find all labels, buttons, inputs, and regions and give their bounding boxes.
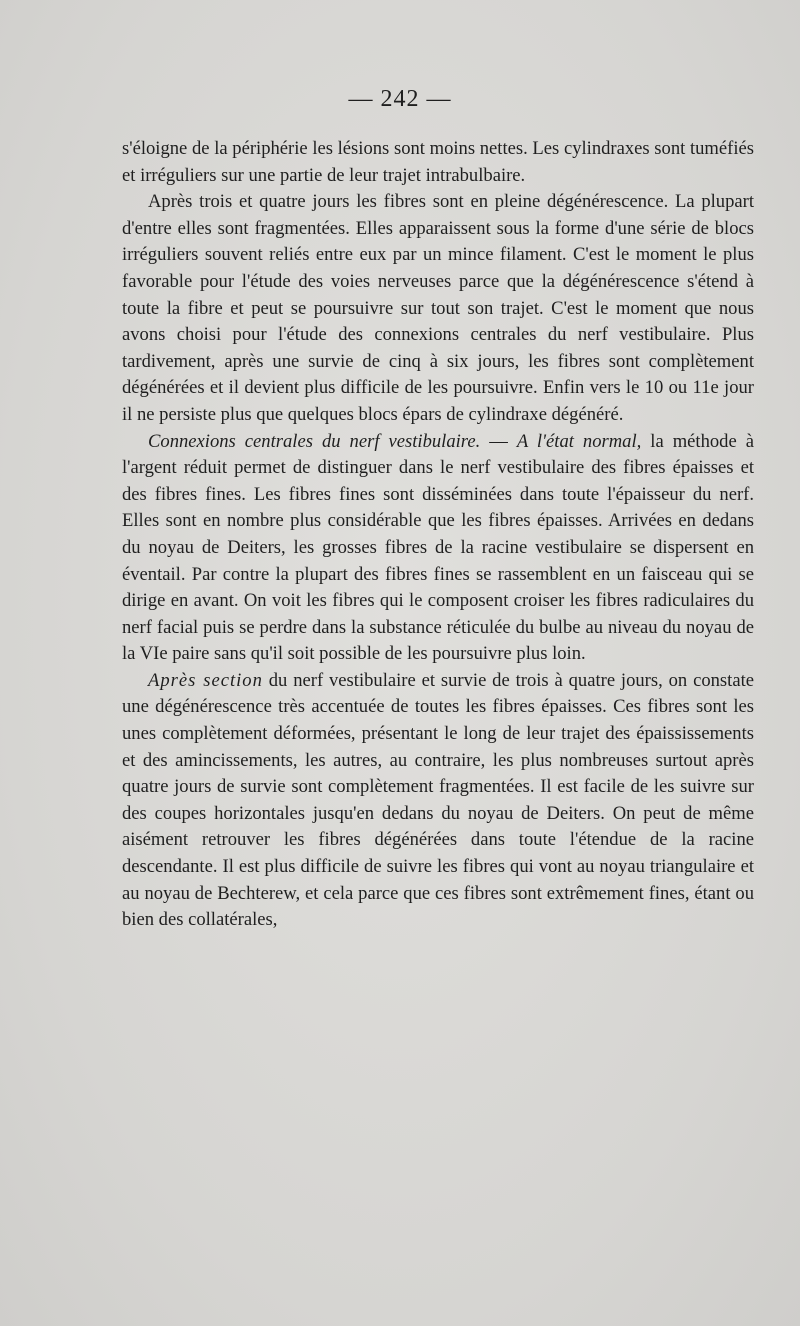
paragraph-3-text: la méthode à l'argent réduit permet de distinguer dans le nerf vestibulaire des fibres épaisses et des fibres fines. Les fibres fines sont disséminées dans toute l'épaisseur du nerf. Elles sont en nombre plus considérable que les fibres épaisses. Arrivées en dedans du noyau de Deiters, les grosses fibres de la racine vestibulaire se dispersent en éventail. Par contre la plupart des fibres fines se rassemblent en un faisceau qui se dirige en avant. On voit les fibres qui le composent croiser les fibres radiculaires du nerf facial puis se perdre dans la substance réticulée du bulbe au niveau du noyau de la VIe paire sans qu'il soit possible de les poursuivre plus loin. — [122, 430, 754, 665]
heading-dash: — — [480, 430, 517, 452]
paragraph-4 — [122, 668, 754, 934]
paragraph-3-lead: A l'état normal, — [516, 430, 642, 452]
paragraph-1-text: s'éloigne de la périphérie les lésions sont moins nettes. Les cylindraxes sont tuméfiés et irréguliers sur une partie de leur trajet intrabulbaire. — [122, 138, 754, 186]
section-heading: Connexions centrales du nerf vestibulaire. — [148, 430, 481, 452]
paragraph-1 — [122, 136, 754, 189]
body-text — [122, 136, 754, 934]
paragraph-4-text: du nerf vestibulaire et survie de trois à quatre jours, on constate une dégénérescence très accentuée de toutes les fibres épaisses. Ces fibres sont les unes complètement déformées, présentant le long de leur trajet des épaississements et des amincissements, les autres, au contraire, les plus nombreuses surtout après quatre jours de survie sont complètement fragmentées. Il est facile de les suivre sur des coupes horizontales jusqu'en dedans du noyau de Deiters. On peut de même aisément retrouver les fibres dégénérées dans toute l'étendue de la racine descendante. Il est plus difficile de suivre les fibres qui vont au noyau triangulaire et au noyau de Bechterew, et cela parce que ces fibres sont extrêmement fines, étant ou bien des collatérales, — [122, 669, 754, 931]
paragraph-2-text: Après trois et quatre jours les fibres sont en pleine dégénérescence. La plupart d'entre elles sont fragmentées. Elles apparaissent sous la forme d'une série de blocs irréguliers souvent reliés entre eux par un mince filament. C'est le moment le plus favorable pour l'étude des voies nerveuses parce que la dégénérescence s'étend à toute la fibre et peut se poursuivre sur tout son trajet. C'est le moment que nous avons choisi pour l'étude des connexions centrales du nerf vestibulaire. Plus tardivement, après une survie de cinq à six jours, les fibres sont complètement dégénérées et il devient plus difficile de les poursuivre. Enfin vers le 10 ou 11e jour il ne persiste plus que quelques blocs épars de cylindraxe dégénéré. — [122, 191, 754, 425]
paragraph-2 — [122, 189, 754, 428]
paragraph-4-lead: Après section — [148, 669, 263, 691]
page-number: — 242 — — [348, 86, 452, 112]
paragraph-3 — [122, 429, 754, 668]
